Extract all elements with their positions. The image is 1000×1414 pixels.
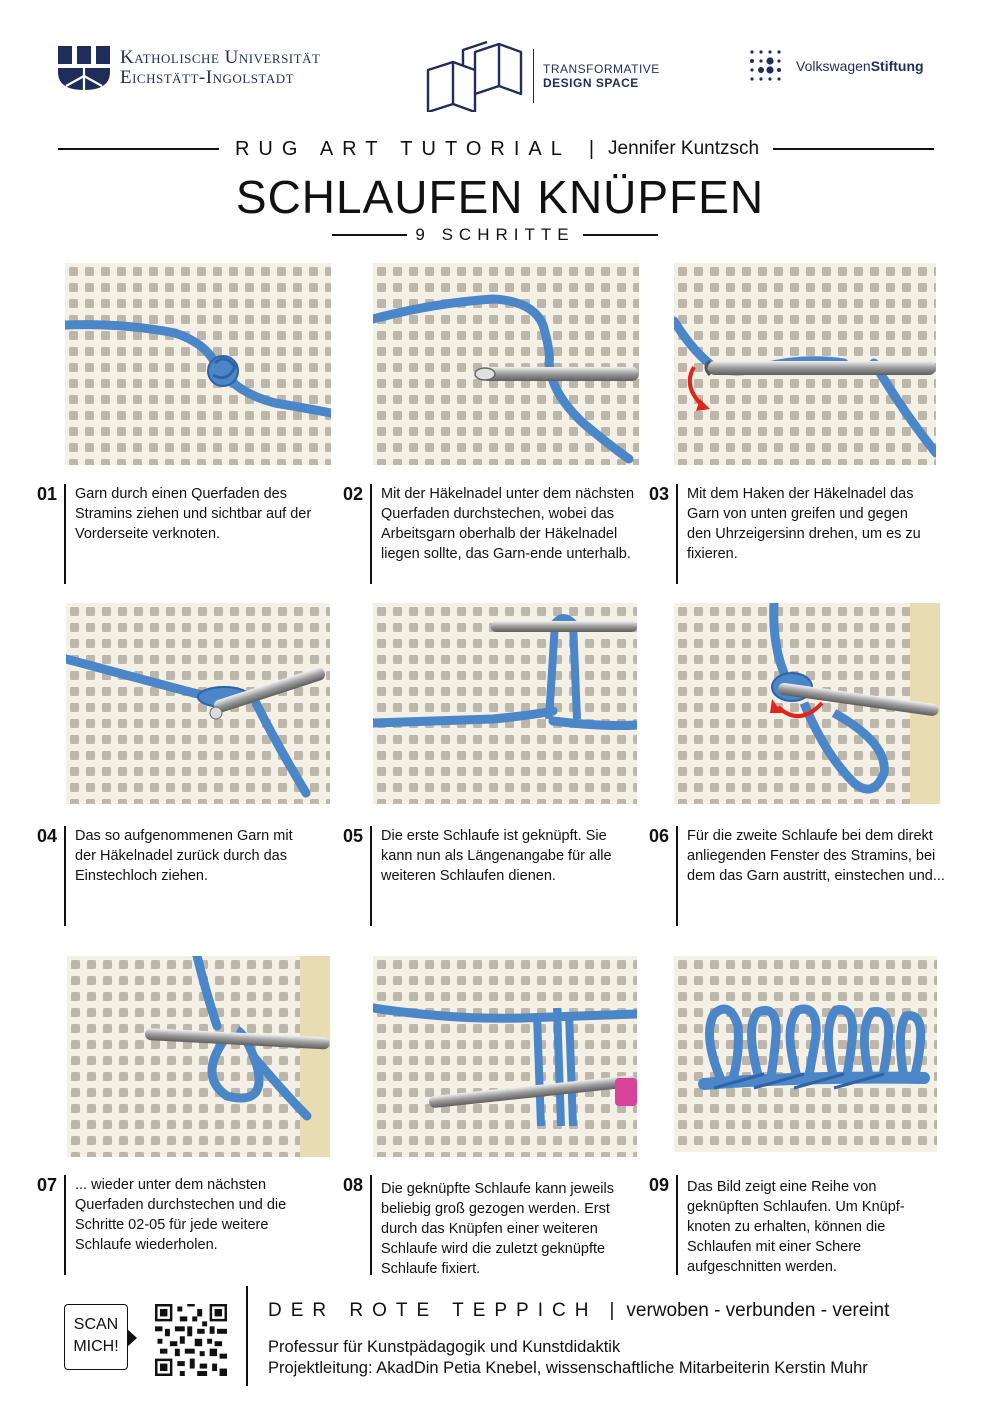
header xyxy=(0,0,1000,130)
step-09-divider xyxy=(676,1175,678,1275)
step-07-photo xyxy=(67,956,330,1157)
step-04-photo xyxy=(66,603,330,804)
project-line xyxy=(268,1300,889,1322)
foundation-name-part2: Stiftung xyxy=(870,58,924,74)
scan-line1: SCAN xyxy=(73,1316,119,1333)
university-logo xyxy=(58,46,320,90)
step-01-divider xyxy=(64,484,66,584)
qr-code-icon[interactable] xyxy=(155,1304,227,1376)
university-crest-icon xyxy=(58,46,110,90)
step-09-photo xyxy=(674,956,937,1152)
folded-panels-icon xyxy=(425,40,525,112)
tutorial-separator: | xyxy=(588,137,595,160)
tutorial-label: RUG ART TUTORIAL xyxy=(234,137,571,160)
foundation-name xyxy=(796,58,924,74)
design-space-line1: TRANSFORMATIVE xyxy=(543,62,660,76)
step-04-number: 04 xyxy=(37,826,58,846)
professorship-text: Professur für Kunstpädagogik und Kunstdidaktik xyxy=(268,1338,621,1356)
left-rule xyxy=(58,148,219,150)
step-07-divider xyxy=(64,1175,66,1275)
design-space-line2: DESIGN SPACE xyxy=(543,76,639,90)
step-02-divider xyxy=(370,484,372,584)
footer xyxy=(0,1286,1000,1414)
step-08-photo xyxy=(373,956,637,1157)
author-name: Jennifer Kuntzsch xyxy=(608,138,760,159)
tutorial-line xyxy=(58,136,934,162)
foundation-name-part1: Volkswagen xyxy=(796,58,871,74)
project-separator: | xyxy=(609,1300,615,1321)
step-09-number: 09 xyxy=(649,1175,670,1195)
step-01-text: Garn durch einen Querfaden des Stramins ziehen und sichtbar auf der Vorderseite verknoten. xyxy=(75,486,312,542)
step-02-number: 02 xyxy=(343,484,364,504)
university-name-line2: Eichstätt-Ingolstadt xyxy=(120,67,295,88)
design-space-divider xyxy=(533,49,534,103)
step-06-divider xyxy=(676,826,678,926)
project-motto: verwoben - verbunden - vereint xyxy=(626,1300,890,1321)
dot-matrix-icon xyxy=(748,46,788,86)
step-06-photo xyxy=(674,603,940,804)
step-02-photo xyxy=(373,263,639,465)
step-08-number: 08 xyxy=(343,1175,364,1195)
step-01-photo xyxy=(65,263,331,465)
step-03-photo xyxy=(674,263,936,465)
subtitle-left-rule xyxy=(332,234,407,236)
scan-me-label xyxy=(64,1304,128,1370)
step-05-photo xyxy=(373,603,637,804)
step-04-divider xyxy=(64,826,66,926)
step-06-text: Für die zweite Schlaufe bei dem direkt anliegenden Fenster des Stramins, bei dem das Garn austritt, einstechen und... xyxy=(687,828,945,884)
step-01-number: 01 xyxy=(37,484,58,504)
step-03-text: Mit dem Haken der Häkelnadel das Garn von unten greifen und gegen den Uhrzeigersinn drehen, um es zu fixieren. xyxy=(687,486,921,562)
subtitle-right-rule xyxy=(583,234,658,236)
steps-subtitle: 9 SCHRITTE xyxy=(415,225,575,244)
step-03-divider xyxy=(676,484,678,584)
steps-subtitle-line xyxy=(332,224,658,246)
university-name-line1: Katholische Universität xyxy=(120,47,321,68)
page-title: SCHLAUFEN KNÜPFEN xyxy=(235,171,765,223)
design-space-logo xyxy=(425,40,660,112)
step-08-text: Die geknüpfte Schlaufe kann jeweils beliebig groß gezogen werden. Erst durch das Knüpfen einer weiteren Schlaufe wird die zuletzt geknüpfte Schlaufe fixiert. xyxy=(381,1181,614,1277)
step-05-text: Die erste Schlaufe ist geknüpft. Sie kann nun als Längenangabe für alle weiteren Schlaufen dienen. xyxy=(381,828,612,884)
step-05-number: 05 xyxy=(343,826,364,846)
footer-divider xyxy=(246,1286,248,1386)
right-rule xyxy=(773,148,934,150)
step-04-text: Das so aufgenommenen Garn mit der Häkelnadel zurück durch das Einstechloch ziehen. xyxy=(75,828,293,884)
step-06-number: 06 xyxy=(649,826,670,846)
step-08-divider xyxy=(370,1175,372,1275)
project-lead-text: Projektleitung: AkadDin Petia Knebel, wissenschaftliche Mitarbeiterin Kerstin Muhr xyxy=(268,1359,868,1377)
step-03-number: 03 xyxy=(649,484,670,504)
scan-line2: MICH! xyxy=(73,1338,119,1355)
step-05-divider xyxy=(370,826,372,926)
step-07-number: 07 xyxy=(37,1175,58,1195)
step-09-text: Das Bild zeigt eine Reihe von geknüpften Schlaufen. Um Knüpf-knoten zu erhalten, können die Schlaufen mit einer Schere aufgeschnitten werden. xyxy=(687,1179,905,1275)
foundation-logo xyxy=(748,46,924,86)
step-07-text: ... wieder unter dem nächsten Querfaden durchstechen und die Schritte 02-05 für jede weitere Schlaufe wiederholen. xyxy=(75,1177,287,1253)
step-02-text: Mit der Häkelnadel unter dem nächsten Querfaden durchstechen, wobei das Arbeitsgarn oberhalb der Häkelnadel liegen sollte, das Garn-ende unterhalb. xyxy=(381,486,635,562)
project-name: DER ROTE TEPPICH xyxy=(268,1300,598,1321)
